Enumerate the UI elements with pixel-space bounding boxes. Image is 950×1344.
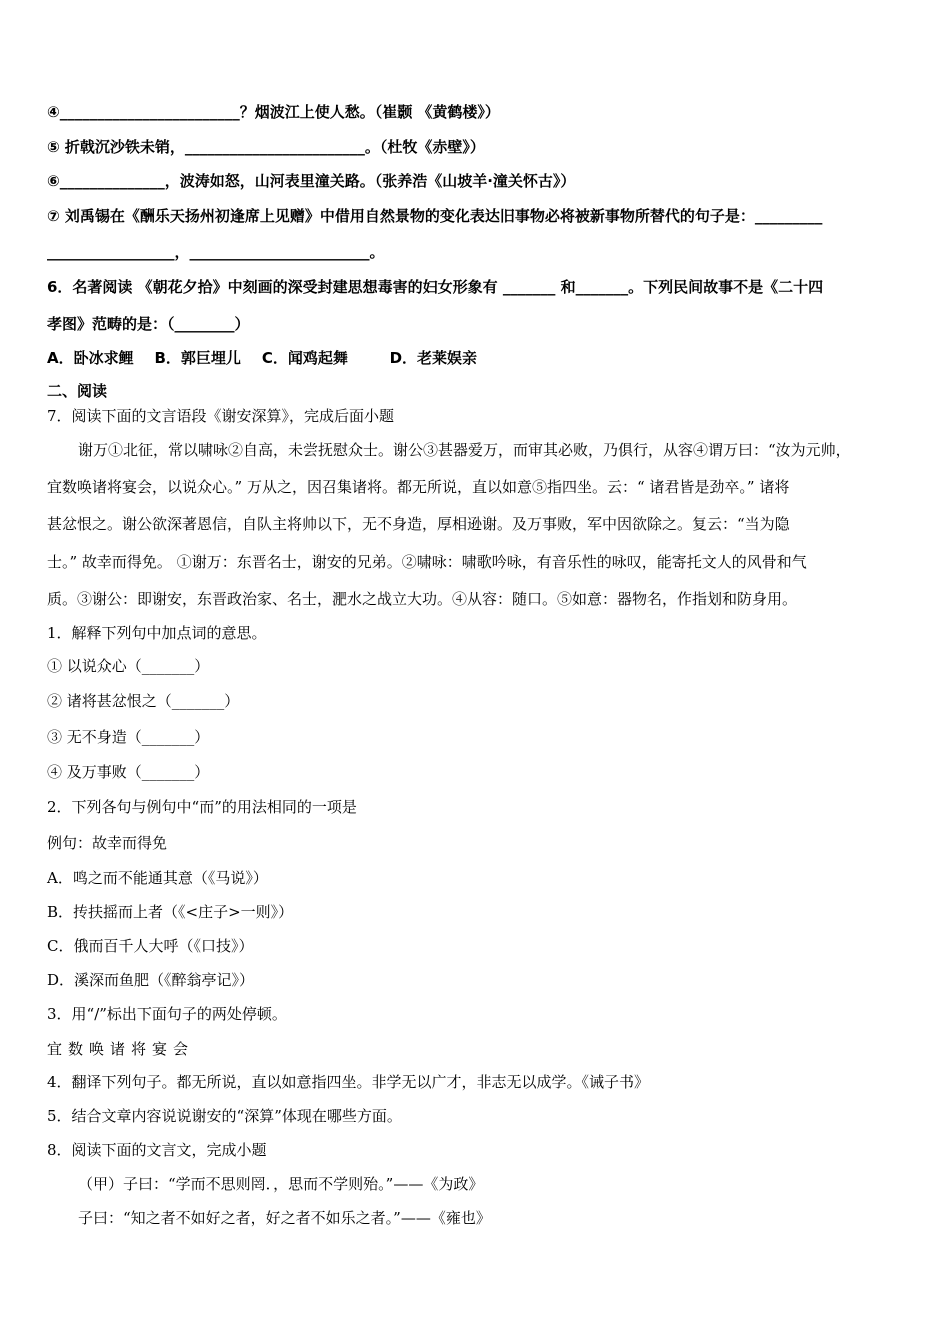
passage-line: 质。③谢公：即谢安，东晋政治家、名士，淝水之战立大功。④从容：随口。⑤如意：器物名，作指划和防身用。 [47,590,798,608]
sub2-option: B．抟扶摇而上者（《<庄子>一则》） [47,903,294,921]
poetry-q6: ⑥______________，波涛如怒，山河表里潼关路。（张养浩《山坡羊·潼关怀古》） [47,172,576,190]
sub1-item: ② 诸将甚忿恨之（_______） [47,692,240,710]
passage-line: 甚忿恨之。谢公欲深著恩信，自队主将帅以下，无不身造，厚相逊谢。及万事败，军中因欲除之。复云：“当为隐 [47,515,790,533]
sub2-option: C．俄而百千人大呼（《口技》） [47,937,254,955]
sub1-item: ④ 及万事败（_______） [47,763,210,781]
question-6-line2: 孝图》范畴的是：（________） [47,315,250,333]
sub-question-1: 1．解释下列句中加点词的意思。 [47,624,267,642]
question-8-title: 8．阅读下面的文言文，完成小题 [47,1141,267,1159]
sub1-item: ③ 无不身造（_______） [47,728,210,746]
poetry-q7-line2: _________________，________________________。 [47,243,385,261]
passage-line: 宜数唤诸将宴会，以说众心。” 万从之，因召集诸将。都无所说，直以如意⑤指四坐。云：“ 诸君皆是劲卒。” 诸将 [47,478,790,496]
poetry-q5: ⑤ 折戟沉沙铁未销，________________________。（杜牧《赤壁》） [47,138,485,156]
question-6-options: A．卧冰求鲤 B．郭巨埋儿 C．闻鸡起舞 D．老莱娱亲 [47,349,478,367]
passage-line: 士。” 故幸而得免。 ①谢万：东晋名士，谢安的兄弟。②啸咏：啸歌吟咏，有音乐性的咏叹，能寄托文人的风骨和气 [47,553,807,571]
sub-question-4: 4．翻译下列句子。都无所说，直以如意指四坐。非学无以广才，非志无以成学。《诫子书》 [47,1073,650,1091]
question-7-title: 7．阅读下面的文言语段《谢安深算》，完成后面小题 [47,407,395,425]
poetry-q7-line1: ⑦ 刘禹锡在《酬乐天扬州初逢席上见赠》中借用自然景物的变化表达旧事物必将被新事物所替代的句子是：_________ [47,207,823,225]
sub-question-3: 3．用“/”标出下面句子的两处停顿。 [47,1005,287,1023]
sub2-option: A．鸣之而不能通其意（《马说》） [47,869,268,887]
sub-question-2: 2．下列各句与例句中“而”的用法相同的一项是 [47,798,357,816]
sub1-item: ① 以说众心（_______） [47,657,210,675]
q8-line: （甲）子曰：“学而不思则罔．，思而不学则殆。”——《为政》 [78,1175,484,1193]
sub3-sentence: 宜数唤诸将宴会 [47,1040,195,1058]
q8-line: 子曰：“知之者不如好之者，好之者不如乐之者。”——《雍也》 [78,1209,491,1227]
poetry-q4: ④________________________？烟波江上使人愁。（崔颢 《黄鹤楼》） [47,103,500,121]
reading-heading: 二、阅读 [47,382,108,400]
sub2-example: 例句：故幸而得免 [47,834,168,852]
sub-question-5: 5．结合文章内容说说谢安的“深算”体现在哪些方面。 [47,1107,402,1125]
sub2-option: D．溪深而鱼肥（《醉翁亭记》） [47,971,255,989]
passage-line: 谢万①北征，常以啸咏②自高，未尝抚慰众士。谢公③甚器爱万，而审其必败，乃俱行，从容④谓万曰：“汝为元帅， [78,441,851,459]
question-6-line1: 6．名著阅读 《朝花夕拾》中刻画的深受封建思想毒害的妇女形象有 _______ 和_______。下列民间故事不是《二十四 [47,278,824,296]
